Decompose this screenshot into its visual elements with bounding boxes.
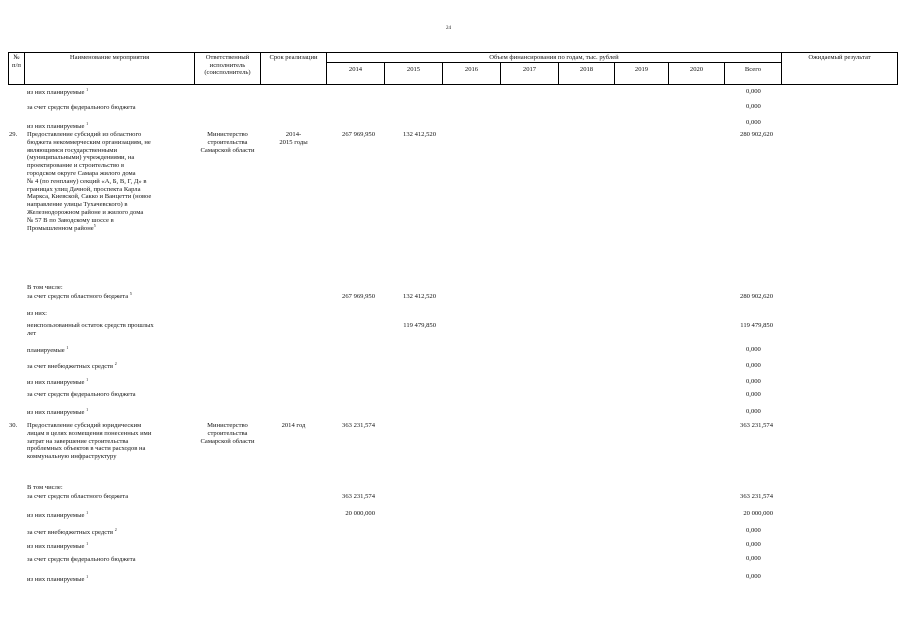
table-row-total: 0,000	[746, 362, 761, 369]
table-row-total: 0,000	[746, 378, 761, 385]
table-row-total: 0,000	[746, 541, 761, 548]
item-30-total-value: 363 231,574	[740, 422, 773, 429]
table-row-label: за счет внебюджетных средств $^2$	[27, 361, 117, 370]
header-year-2019: 2019	[634, 66, 649, 73]
header-term: Срок реализации	[269, 54, 318, 61]
table-row-total: 0,000	[746, 346, 761, 353]
total-value: 0,000	[746, 119, 761, 126]
table-row-total: 0,000	[746, 408, 761, 415]
header-name: Наименование мероприятия	[69, 54, 150, 61]
table-row-2015: 119 479,850	[403, 322, 436, 329]
table-row-total: 363 231,574	[740, 493, 773, 500]
table-row-label: из них:	[27, 310, 47, 317]
item-29-description: Предоставление субсидий из областного бюджета некоммерческим организациям, не являющимся государственными (муниципальными) учреждениями, на проектирование и строительство в городском округе Самара жилого дома № 4 (по генплану) секций «А, Б, В, Г, Д» в границах улиц Дачной, проспекта Карла Маркса, Киевской, Сакко и Ванцетти (новое направление улицы Тухачевского) в Железнодорожном районе и жилого дома № 57 В по Заводскому шоссе в Промышленном районе$^5$	[27, 131, 152, 232]
table-row-total: 119 479,850	[740, 322, 773, 329]
item-29-total-value: 280 902,620	[740, 131, 773, 138]
table-row-total: 280 902,620	[740, 293, 773, 300]
item-29-number: 29.	[9, 131, 18, 138]
header-year-2018: 2018	[579, 66, 594, 73]
header-year-2020: 2020	[689, 66, 704, 73]
item-29-executor: Министерство строительства Самарской области	[200, 131, 255, 154]
item-30-term: 2014 год	[281, 422, 306, 429]
item-30-incl: В том числе:	[27, 484, 63, 491]
table-row-label: из них планируемые $^1$	[27, 574, 89, 583]
table-row-label: из них планируемые $^1$	[27, 407, 89, 416]
header-total: Всего	[744, 66, 762, 73]
item-29-2014-value: 267 969,950	[342, 131, 375, 138]
table-row-label: из них планируемые $^1$	[27, 510, 89, 519]
table-row-label: неиспользованный остаток средств прошлых	[27, 322, 154, 329]
header-executor: Ответственный исполнитель (соисполнитель)	[204, 54, 251, 76]
total-value: 0,000	[746, 88, 761, 95]
table-row-label: за счет средств федерального бюджета	[27, 391, 136, 398]
item-30-number: 30.	[9, 422, 18, 429]
item-30-2014-value: 363 231,574	[342, 422, 375, 429]
header-num: № п/п	[12, 54, 21, 69]
table-row-label: из них планируемые $^1$	[27, 541, 89, 550]
item-30-description: Предоставление субсидий юридическим лицам в целях возмещения понесенных ими затрат на завершение строительства проблемных объектов в части расходов на коммунальную инфраструктуру	[27, 422, 152, 461]
table-row-total: 0,000	[746, 391, 761, 398]
table-row-label: за счет внебюджетных средств $^2$	[27, 527, 117, 536]
header-year-2017: 2017	[522, 66, 537, 73]
list-item-label: из них планируемые $^1$	[27, 87, 89, 96]
table-row-label: из них планируемые $^1$	[27, 377, 89, 386]
table-row-label: планируемые $^1$	[27, 345, 69, 354]
item-29-term: 2014- 2015 годы	[279, 131, 308, 146]
table-row-label: за счет средств федерального бюджета	[27, 556, 136, 563]
table-row-label: за счет средств областного бюджета	[27, 493, 129, 500]
list-item-label: из них планируемые $^1$	[27, 121, 89, 130]
header-year-2016: 2016	[464, 66, 479, 73]
table-row-2014: 20 000,000	[345, 510, 375, 517]
total-value: 0,000	[746, 103, 761, 110]
header-year-2015: 2015	[406, 66, 421, 73]
header-financing: Объем финансирования по годам, тыс. рублей	[489, 54, 619, 61]
item-29-2015-value: 132 412,520	[403, 131, 436, 138]
table-row-total: 20 000,000	[743, 510, 773, 517]
table-row-2014: 363 231,574	[342, 493, 375, 500]
page-number: 24	[446, 26, 451, 31]
table-row-2015: 132 412,520	[403, 293, 436, 300]
table-row-total: 0,000	[746, 555, 761, 562]
list-item-label: за счет средств федерального бюджета	[27, 104, 136, 111]
item-30-executor: Министерство строительства Самарской области	[200, 422, 255, 445]
table-row-label: за счет средств областного бюджета $^5$	[27, 291, 132, 300]
item-29-incl: В том числе:	[27, 284, 63, 291]
table-row-2014: 267 969,950	[342, 293, 375, 300]
table-row-label-cont: лет	[27, 330, 37, 337]
header-result: Ожидаемый результат	[808, 54, 871, 61]
table-row-total: 0,000	[746, 573, 761, 580]
table-row-total: 0,000	[746, 527, 761, 534]
header-year-2014: 2014	[348, 66, 363, 73]
